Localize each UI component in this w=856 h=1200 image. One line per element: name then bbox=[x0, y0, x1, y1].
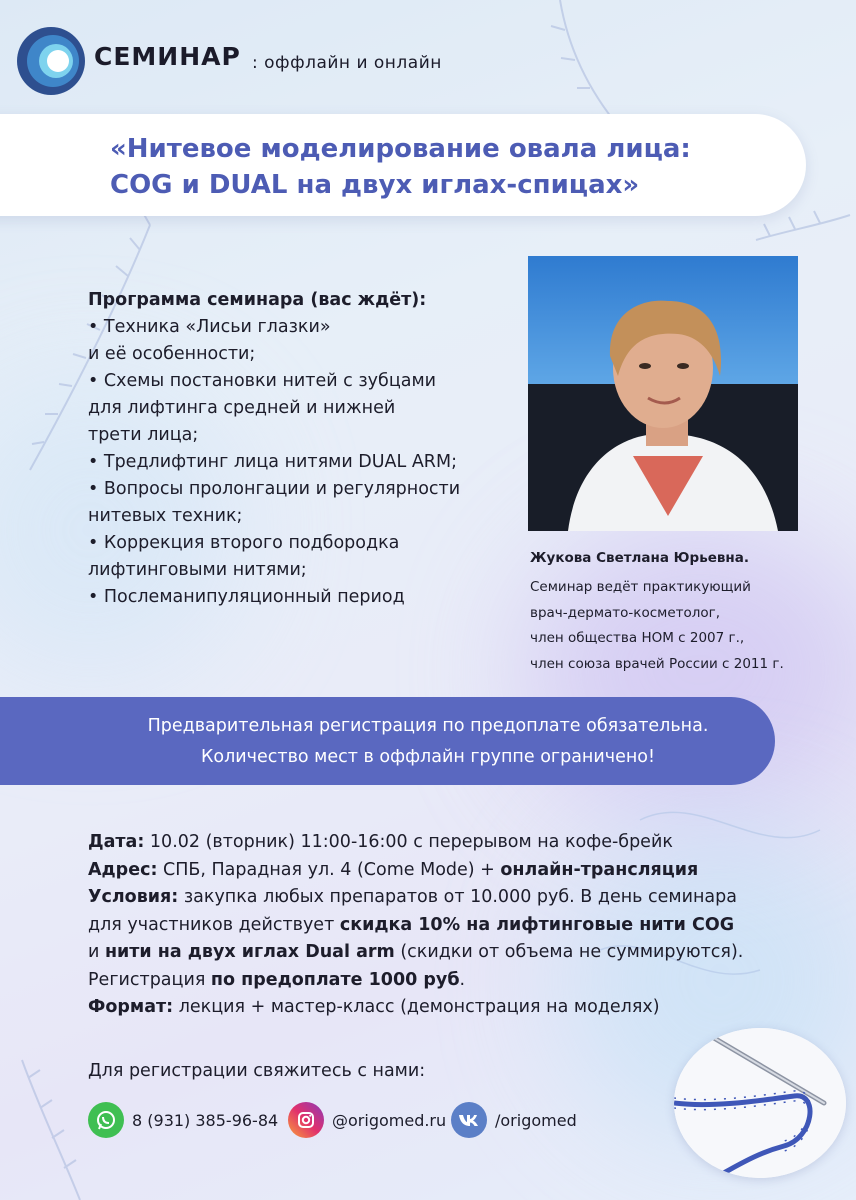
needle-thread-image bbox=[674, 1028, 846, 1178]
seminar-title bbox=[110, 131, 790, 203]
speaker-desc-line: врач-дермато-косметолог, bbox=[530, 604, 721, 621]
speaker-photo bbox=[528, 256, 798, 531]
program-list bbox=[88, 314, 518, 611]
instagram-contact[interactable] bbox=[288, 1102, 446, 1138]
brand-tagline: : оффлайн и онлайн bbox=[252, 53, 442, 73]
program-item: • Вопросы пролонгации и регулярности bbox=[88, 479, 461, 499]
conditions-value: закупка любых препаратов от 10.000 руб. В день семинара bbox=[178, 887, 737, 907]
vk-icon bbox=[451, 1102, 487, 1138]
brand-name: СЕМИНАР bbox=[94, 42, 241, 71]
program-item: лифтинговыми нитями; bbox=[88, 560, 307, 580]
conditions-row bbox=[88, 912, 828, 940]
program-section bbox=[88, 287, 518, 611]
conditions-row bbox=[88, 939, 828, 967]
instagram-handle[interactable]: @origomed.ru bbox=[332, 1110, 447, 1130]
banner-line: Предварительная регистрация по предоплате обязательна. bbox=[147, 716, 709, 736]
vk-handle[interactable]: /origomed bbox=[495, 1110, 577, 1130]
whatsapp-contact[interactable] bbox=[88, 1102, 278, 1138]
date-value: 10.02 (вторник) 11:00-16:00 с перерывом на кофе-брейк bbox=[144, 832, 673, 852]
conditions-label: Условия: bbox=[88, 887, 179, 907]
date-row bbox=[88, 829, 828, 857]
logo-icon bbox=[16, 26, 86, 96]
vk-contact[interactable] bbox=[451, 1102, 577, 1138]
program-item: • Послеманипуляционный период bbox=[88, 587, 405, 607]
address-value: СПБ, Парадная ул. 4 (Come Mode) + bbox=[157, 859, 501, 880]
speaker-desc-line: член общества НОМ с 2007 г., bbox=[530, 630, 745, 646]
needle-thread-icon bbox=[674, 1028, 846, 1178]
address-label: Адрес: bbox=[88, 859, 158, 880]
program-item: нитевых техник; bbox=[88, 506, 243, 526]
speaker-desc-line: член союза врачей России с 2011 г. bbox=[530, 655, 784, 672]
format-label: Формат: bbox=[88, 997, 174, 1017]
format-row bbox=[88, 994, 828, 1022]
event-details bbox=[88, 829, 828, 1022]
speaker-name: Жукова Светлана Юрьевна. bbox=[530, 550, 749, 566]
program-item: и её особенности; bbox=[88, 344, 256, 364]
program-heading: Программа семинара (вас ждёт): bbox=[88, 290, 427, 310]
registration-row bbox=[88, 967, 828, 995]
program-item: • Техника «Лисьи глазки» bbox=[88, 317, 331, 337]
address-row bbox=[88, 857, 828, 885]
phone-number[interactable]: 8 (931) 385-96-84 bbox=[132, 1110, 279, 1130]
conditions-text: для участников действует bbox=[88, 914, 340, 935]
speaker-description bbox=[530, 575, 850, 677]
banner-line: Количество мест в оффлайн группе ограничено! bbox=[200, 747, 656, 767]
program-item: • Тредлифтинг лица нитями DUAL ARM; bbox=[88, 452, 457, 472]
registration-end: . bbox=[459, 969, 466, 990]
program-item: для лифтинга средней и нижней bbox=[88, 398, 396, 418]
conditions-row bbox=[88, 884, 828, 912]
conditions-text: и bbox=[88, 942, 105, 962]
conditions-note: (скидки от объема не суммируются). bbox=[394, 942, 744, 962]
title-line: «Нитевое моделирование овала лица: bbox=[110, 134, 691, 164]
program-item: • Схемы постановки нитей с зубцами bbox=[88, 371, 437, 391]
conditions-dual: нити на двух иглах Dual arm bbox=[104, 942, 395, 962]
conditions-discount: скидка 10% на лифтинговые нити COG bbox=[339, 914, 735, 935]
speaker-desc-line: Семинар ведёт практикующий bbox=[530, 579, 751, 595]
format-value: лекция + мастер-класс (демонстрация на моделях) bbox=[173, 997, 660, 1017]
whatsapp-icon bbox=[88, 1102, 124, 1138]
registration-banner-text bbox=[0, 711, 856, 773]
instagram-icon bbox=[288, 1102, 324, 1138]
registration-text: Регистрация bbox=[88, 969, 211, 990]
address-online: онлайн-трансляция bbox=[500, 859, 699, 880]
date-label: Дата: bbox=[88, 832, 145, 852]
program-item: • Коррекция второго подбородка bbox=[88, 533, 400, 553]
program-item: трети лица; bbox=[88, 425, 199, 445]
title-line: COG и DUAL на двух иглах-спицах» bbox=[110, 170, 640, 200]
registration-prepay: по предоплате 1000 руб bbox=[210, 969, 460, 990]
contact-lead: Для регистрации свяжитесь с нами: bbox=[88, 1061, 426, 1081]
